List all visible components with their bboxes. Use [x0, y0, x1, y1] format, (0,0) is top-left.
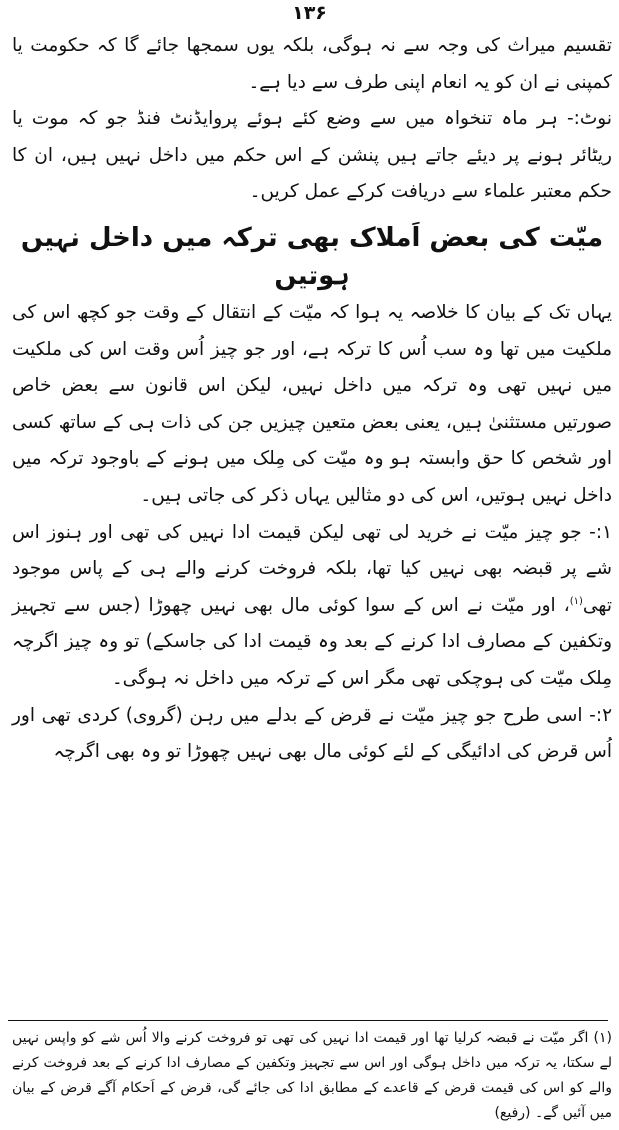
paragraph-example-one — [12, 515, 612, 698]
paragraph-summary: یہاں تک کے بیان کا خلاصہ یہ ہوا کہ میّت کے انتقال کے وقت جو کچھ اس کی ملکیت میں تھا وہ سب اُس کا ترکہ ہے، اور جو چیز اُس وقت اس کی ملکیت میں نہیں تھی وہ ترکہ میں داخل نہیں، لیکن اس قانون سے بعض خاص صورتیں مستثنیٰ ہیں، یعنی بعض متعین چیزیں جن کی ذات ہی کے ساتھ کسی اور شخص کا حق وابستہ ہو وہ میّت کی مِلک میں ہونے کے باوجود ترکہ میں داخل نہیں ہوتیں، اس کی دو مثالیں یہاں ذکر کی جاتی ہیں۔ — [12, 301, 612, 506]
footnote: (۱) اگر میّت نے قبضہ کرلیا تھا اور قیمت ادا نہیں کی تھی تو فروخت کرنے والا اُس شے کو واپس نہیں لے سکتا، یہ ترکہ میں داخل ہوگی اور اس سے تجہیز وتکفین کے مصارف ادا کرنے کے بعد فروخت کرنے والے کو اس کی قیمت قرض کے قاعدے کے مطابق ادا کی جائے گی، قرض کے اَحکام آگے قرض کے بیان میں آئیں گے۔ (رفیع) — [12, 1030, 612, 1121]
footnote-divider — [8, 1020, 608, 1021]
paragraph-inheritance-note: تقسیم میراث کی وجہ سے نہ ہوگی، بلکہ یوں سمجھا جائے گا کہ حکومت یا کمپنی نے ان کو یہ انعام اپنی طرف سے دیا ہے۔ — [12, 35, 612, 93]
paragraph-provident-fund-note: نوٹ:- ہر ماہ تنخواہ میں سے وضع کئے ہوئے پروایڈنٹ فنڈ جو کہ موت یا ریٹائر ہونے پر دیئے جاتے ہیں پنشن کے اس حکم میں داخل نہیں ہیں، ان کا حکم معتبر علماء سے دریافت کرکے عمل کریں۔ — [12, 108, 612, 203]
footnote-reference: (۱) — [569, 595, 583, 607]
main-text — [12, 28, 612, 771]
example-one-text-a: ۱:- جو چیز میّت نے خرید لی تھی لیکن قیمت ادا نہیں کی تھی اور ہنوز اس شے پر قبضہ بھی نہیں کیا تھا، بلکہ فروخت کرنے والے ہی کے پاس موجود تھی — [12, 521, 612, 616]
section-heading: میّت کی بعض اَملاک بھی ترکہ میں داخل نہیں ہوتیں — [20, 222, 604, 291]
example-one-text-b: ، اور میّت نے اس کے سوا کوئی مال بھی نہیں چھوڑا (جس سے تجہیز وتکفین کے مصارف ادا کرنے کے بعد وہ قیمت ادا کی جاسکے) تو وہ چیز اگرچہ مِلک میّت کی ہوچکی تھی مگر اس کے ترکہ میں داخل نہ ہوگی۔ — [12, 594, 612, 689]
page-number: ۱۳۶ — [292, 2, 327, 24]
paragraph-example-two: ۲:- اسی طرح جو چیز میّت نے قرض کے بدلے میں رہن (گروی) کردی تھی اور اُس قرض کی ادائیگی کے لئے کوئی مال بھی نہیں چھوڑا تو وہ بھی اگرچہ — [12, 704, 612, 763]
